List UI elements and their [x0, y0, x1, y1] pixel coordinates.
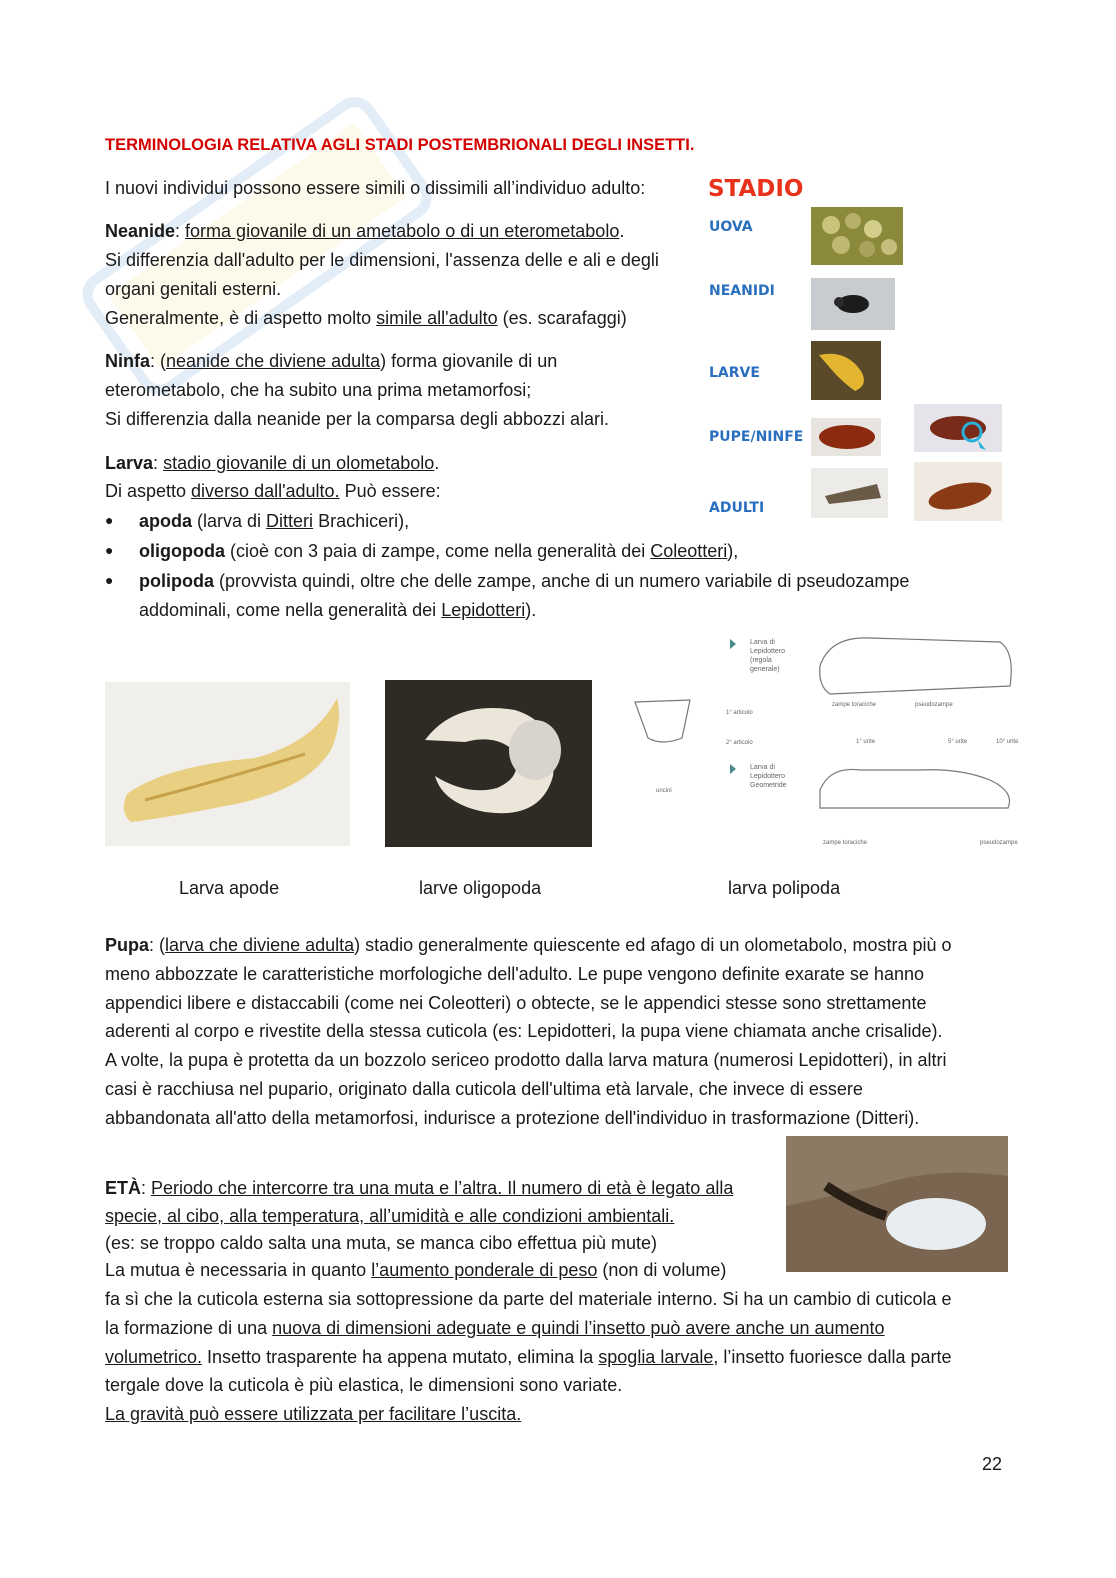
- stadio-label-adulti: ADULTI: [709, 500, 765, 516]
- pupa-photo: [811, 418, 881, 456]
- diagram-pseudo: pseudozampe: [915, 702, 953, 708]
- diagram-label2: Larva di: [750, 764, 775, 771]
- larva-photo: [811, 341, 881, 400]
- larva-line-1: Larva: stadio giovanile di un olometabolo.: [105, 453, 440, 473]
- pupa-line-4: aderenti al corpo e rivestite della stessa cuticola (es: Lepidotteri, la pupa viene chiamata anche crisalide).: [105, 1021, 943, 1041]
- diagram-zampe-tor2: zampe toraciche: [823, 840, 868, 846]
- eta-line-4: La mutua è necessaria in quanto l’aumento ponderale di peso (non di volume): [105, 1260, 727, 1280]
- larve-oligopoda-photo: [385, 680, 592, 847]
- ninfa-photo: [914, 404, 1002, 452]
- eta-line-7: volumetrico. Insetto trasparente ha appena mutato, elimina la spoglia larvale, l’insetto fuoriesce dalla parte: [105, 1347, 952, 1367]
- neanide-line-3: organi genitali esterni.: [105, 279, 282, 299]
- diagram-art2: 2° articolo: [726, 740, 753, 746]
- pupa-line-7: abbandonata all'atto della metamorfosi, indurisce a protezione dell'individuo in trasformazione (Ditteri).: [105, 1108, 920, 1128]
- larva-apode-photo: [105, 682, 350, 846]
- eta-line-5: fa sì che la cuticola esterna sia sottopressione da parte del materiale interno. Si ha un cambio di cuticola e: [105, 1289, 952, 1309]
- pupa-line-5: A volte, la pupa è protetta da un bozzolo sericeo prodotto dalla larva matura (numerosi Lepidotteri), in altri: [105, 1050, 947, 1070]
- bullet-polipoda: polipoda (provvista quindi, oltre che delle zampe, anche di un numero variabile di pseudozampe: [139, 571, 910, 591]
- stadio-label-larve: LARVE: [709, 365, 760, 381]
- ninfa-line-3: Si differenzia dalla neanide per la comparsa degli abbozzi alari.: [105, 409, 609, 429]
- bullet-apoda: apoda (larva di Ditteri Brachiceri),: [139, 511, 410, 531]
- eta-line-3: (es: se troppo caldo salta una muta, se manca cibo effettua più mute): [105, 1233, 657, 1253]
- diagram-urite10: 10° urite: [996, 739, 1019, 745]
- bullet-oligopoda: oligopoda (cioè con 3 paia di zampe, come nella generalità dei Coleotteri),: [139, 541, 739, 561]
- caption-oligopoda: larve oligopoda: [419, 878, 542, 898]
- eta-line-6: la formazione di una nuova di dimensioni adeguate e quindi l’insetto può avere anche un aumento: [105, 1318, 885, 1338]
- diagram-label1c: (regola: [750, 657, 772, 664]
- neanide-line-4: Generalmente, è di aspetto molto simile all'adulto (es. scarafaggi): [105, 308, 627, 328]
- cockroach-photo: [914, 462, 1002, 521]
- diagram-art1: 1° articolo: [726, 710, 753, 716]
- eta-line-1: ETÀ: Periodo che intercorre tra una muta e l’altra. Il numero di età è legato alla: [105, 1178, 734, 1198]
- bullet-polipoda-line2: addominali, come nella generalità dei Lepidotteri).: [139, 600, 537, 620]
- diagram-zampe-tor: zampe toraciche: [832, 702, 877, 708]
- larva-line-2: Di aspetto diverso dall'adulto. Può essere:: [105, 481, 441, 501]
- intro-text: I nuovi individui possono essere simili o dissimili all’individuo adulto:: [105, 178, 646, 198]
- bullet-dot: ●: [105, 572, 114, 588]
- diagram-pseudo2: pseudozampe: [980, 840, 1018, 846]
- bullet-dot: ●: [105, 512, 114, 528]
- stadio-label-pupe: PUPE/NINFE: [709, 429, 804, 445]
- neanide-line-1: Neanide: forma giovanile di un ametabolo o di un eterometabolo.: [105, 221, 625, 241]
- pupa-line-3: appendici libere e distaccabili (come nei Coleotteri) o obtecte, se le appendici stesse sono strettamente: [105, 993, 927, 1013]
- page-title: TERMINOLOGIA RELATIVA AGLI STADI POSTEMBRIONALI DEGLI INSETTI.: [105, 136, 695, 154]
- molting-insect-photo: [786, 1136, 1008, 1272]
- diagram-label1b: Lepidottero: [750, 648, 786, 655]
- ninfa-line-2: eterometabolo, che ha subito una prima metamorfosi;: [105, 380, 532, 400]
- diagram-label1: Larva di: [750, 639, 775, 646]
- ninfa-line-1: Ninfa: (neanide che diviene adulta) forma giovanile di un: [105, 351, 558, 371]
- diagram-label2c: Geometride: [750, 782, 787, 789]
- diagram-uncini: uncini: [656, 788, 672, 794]
- bullet-dot: ●: [105, 542, 114, 558]
- pupa-line-6: casi è racchiusa nel pupario, originato dalla cuticola dell'ultima età larvale, che invece di essere: [105, 1079, 863, 1099]
- stadio-title: STADIO: [708, 176, 804, 202]
- diagram-label1d: generale): [750, 666, 780, 673]
- eggs-photo: [811, 207, 903, 265]
- nymph-photo: [811, 278, 895, 330]
- diagram-urite5: 5° urite: [948, 739, 968, 745]
- stadio-label-uova: UOVA: [709, 219, 753, 235]
- pupa-line-2: meno abbozzate le caratteristiche morfologiche dell'adulto. Le pupe vengono definite exarate se hanno: [105, 964, 924, 984]
- polipoda-diagram: [630, 630, 1025, 850]
- moth-photo: [811, 468, 888, 518]
- caption-polipoda: larva polipoda: [728, 878, 841, 898]
- page-number: 22: [982, 1454, 1003, 1474]
- diagram-urite1: 1° urite: [856, 739, 876, 745]
- eta-line-9: La gravità può essere utilizzata per facilitare l’uscita.: [105, 1404, 522, 1424]
- diagram-label2b: Lepidottero: [750, 773, 786, 780]
- neanide-line-2: Si differenzia dall'adulto per le dimensioni, l'assenza delle e ali e degli: [105, 250, 659, 270]
- caption-apode: Larva apode: [179, 878, 280, 898]
- eta-line-2: specie, al cibo, alla temperatura, all’umidità e alle condizioni ambientali.: [105, 1206, 675, 1226]
- pupa-line-1: Pupa: (larva che diviene adulta) stadio generalmente quiescente ed afago di un olometabolo, mostra più o: [105, 935, 952, 955]
- eta-line-8: tergale dove la cuticola è più elastica, le dimensioni sono variate.: [105, 1375, 623, 1395]
- stadio-label-neanidi: NEANIDI: [709, 283, 775, 299]
